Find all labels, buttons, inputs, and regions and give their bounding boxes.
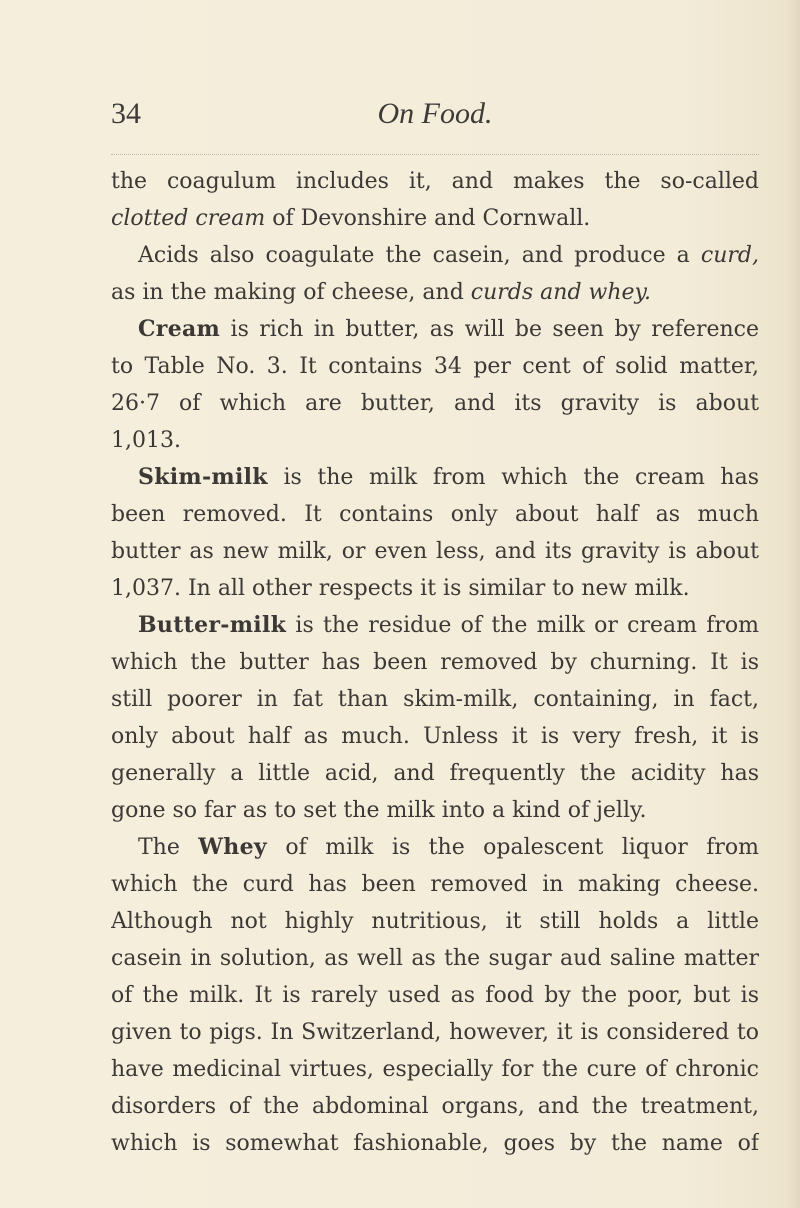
page-number: 34 — [111, 97, 141, 130]
text-line — [111, 755, 759, 792]
page-header — [111, 92, 759, 142]
text-segment: which the curd has been removed in making cheese. — [111, 872, 759, 897]
text-line — [111, 348, 759, 385]
term-text: Skim-milk — [138, 464, 268, 490]
header-rule — [111, 154, 759, 155]
text-segment: 26·7 of which are butter, and its gravity is about — [111, 391, 759, 416]
text-line — [111, 792, 759, 829]
text-segment: have medicinal virtues, especially for the cure of chronic — [111, 1057, 759, 1082]
text-segment: been removed. It contains only about half as much — [111, 502, 759, 527]
text-segment: is rich in butter, as will be seen by reference — [220, 317, 759, 342]
text-line — [111, 644, 759, 681]
text-segment: 1,013. — [111, 428, 181, 453]
text-line — [111, 903, 759, 940]
text-segment: 1,037. In all other respects it is similar to new milk. — [111, 576, 690, 601]
text-segment: given to pigs. In Switzerland, however, it is considered to — [111, 1020, 759, 1045]
text-segment: as in the making of cheese, and — [111, 280, 471, 305]
text-segment: of milk is the opalescent liquor from — [266, 835, 759, 860]
text-line — [111, 496, 759, 533]
text-line — [111, 570, 759, 607]
text-segment: Although not highly nutritious, it still holds a little — [111, 909, 759, 934]
text-line — [111, 1051, 759, 1088]
running-title: On Food. — [377, 97, 493, 130]
text-line — [111, 977, 759, 1014]
text-segment: still poorer in fat than skim-milk, containing, in fact, — [111, 687, 759, 712]
text-segment: casein in solution, as well as the sugar aud saline matter — [111, 946, 759, 971]
page-edge-shadow — [786, 0, 800, 1208]
text-segment: only about half as much. Unless it is very fresh, it is — [111, 724, 759, 749]
text-segment: disorders of the abdominal organs, and the treatment, — [111, 1094, 759, 1119]
text-segment: which is somewhat fashionable, goes by the name of — [111, 1131, 759, 1156]
text-segment: of Devonshire and Cornwall. — [265, 206, 591, 231]
text-line — [111, 311, 759, 348]
text-line — [111, 1088, 759, 1125]
text-segment: of the milk. It is rarely used as food by the poor, but is — [111, 983, 759, 1008]
text-line — [111, 681, 759, 718]
term-text: Butter-milk — [138, 612, 287, 638]
text-line — [111, 200, 759, 237]
text-line — [111, 829, 759, 866]
text-segment: The — [138, 835, 199, 860]
text-line — [111, 237, 759, 274]
text-line — [111, 1125, 759, 1162]
text-line — [111, 866, 759, 903]
term-text: Cream — [138, 316, 221, 342]
text-segment: the coagulum includes it, and makes the so-called — [111, 169, 759, 194]
text-segment: butter as new milk, or even less, and its gravity is about — [111, 539, 759, 564]
text-segment: to Table No. 3. It contains 34 per cent of solid matter, — [111, 354, 759, 379]
italic-text: curd, — [700, 243, 759, 268]
text-segment: which the butter has been removed by churning. It is — [111, 650, 759, 675]
text-line — [111, 385, 759, 422]
italic-text: curds and whey. — [470, 280, 652, 305]
text-line — [111, 607, 759, 644]
text-line — [111, 163, 759, 200]
text-segment: is the milk from which the cream has — [267, 465, 759, 490]
body-text — [111, 163, 759, 1162]
text-segment: generally a little acid, and frequently the acidity has — [111, 761, 759, 786]
text-line — [111, 1014, 759, 1051]
text-segment: gone so far as to set the milk into a kind of jelly. — [111, 798, 647, 823]
text-segment: Acids also coagulate the casein, and produce a — [138, 243, 701, 268]
text-line — [111, 940, 759, 977]
text-line — [111, 274, 759, 311]
italic-text: clotted cream — [111, 206, 266, 231]
text-line — [111, 718, 759, 755]
text-line — [111, 459, 759, 496]
text-segment: is the residue of the milk or cream from — [286, 613, 759, 638]
text-line — [111, 533, 759, 570]
term-text: Whey — [198, 834, 267, 860]
text-line — [111, 422, 759, 459]
